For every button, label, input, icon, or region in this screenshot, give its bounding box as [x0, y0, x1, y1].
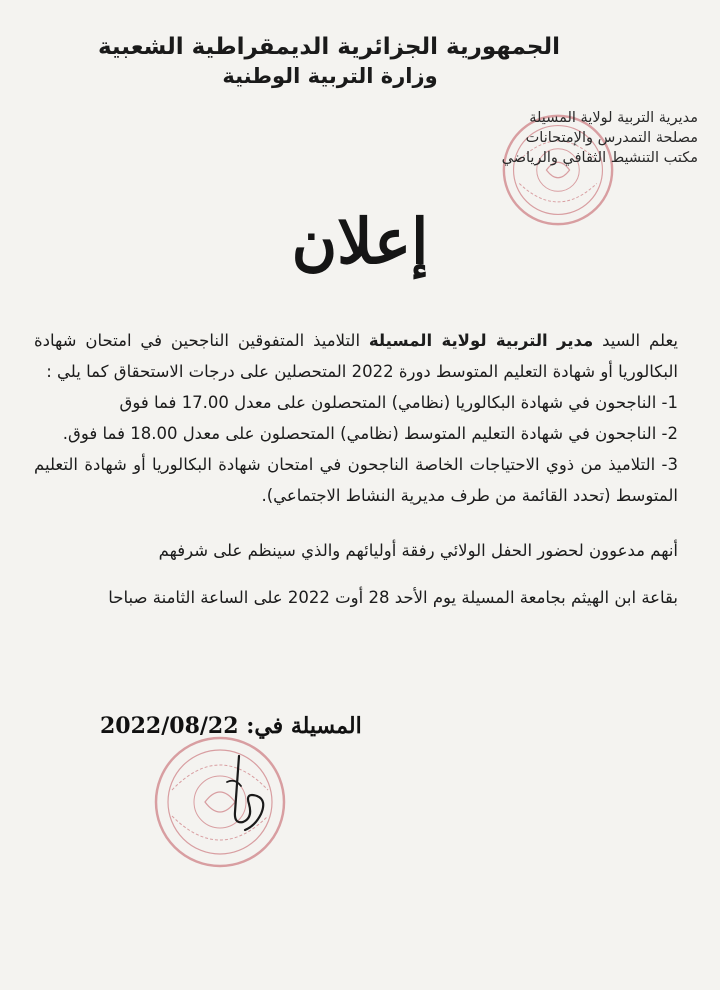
intro-suffix: التلاميذ المتفوقين الناجحين في امتحان شهادة البكالوريا أو شهادة التعليم المتوسط دورة 2022 المتحصلين على درجات الاستحقاق كما يلي : [34, 331, 678, 381]
announcement-body [34, 325, 678, 613]
list-item: 2- الناجحون في شهادة التعليم المتوسط (نظامي) المتحصلون على معدل 18.00 فما فوق. [62, 424, 678, 443]
department-block [398, 108, 698, 168]
department-office: مكتب التنشيط الثقافي والرياضي [501, 150, 698, 166]
handwritten-signature [205, 752, 275, 832]
dateline-date: 2022/08/22 [100, 713, 239, 739]
header-republic: الجمهورية الجزائرية الديمقراطية الشعبية [97, 34, 560, 60]
header-ministry: وزارة التربية الوطنية [222, 64, 438, 88]
venue-paragraph: بقاعة ابن الهيثم بجامعة المسيلة يوم الأحد 28 أوت 2022 على الساعة الثامنة صباحا [108, 588, 678, 607]
intro-director: مدير التربية لولاية المسيلة [368, 331, 594, 350]
department-service: مصلحة التمدرس والإمتحانات [525, 130, 698, 146]
dateline-place: المسيلة في: [246, 713, 362, 739]
list-item: 3- التلاميذ من ذوي الاحتياجات الخاصة الناجحون في امتحان شهادة البكالوريا أو شهادة التعليم المتوسط (تحدد القائمة من طرف مديرية النشاط الاجتماعي). [34, 455, 678, 505]
intro-prefix: يعلم السيد [593, 331, 678, 350]
intro-paragraph [34, 325, 678, 387]
invitation-paragraph: أنهم مدعوون لحضور الحفل الولائي رفقة أوليائهم والذي سينظم على شرفهم [158, 541, 678, 560]
announcement-title: إعلان [291, 205, 429, 278]
department-directorate: مديرية التربية لولاية المسيلة [529, 110, 698, 126]
list-item: 1- الناجحون في شهادة البكالوريا (نظامي) المتحصلون على معدل 17.00 فما فوق [119, 393, 678, 412]
